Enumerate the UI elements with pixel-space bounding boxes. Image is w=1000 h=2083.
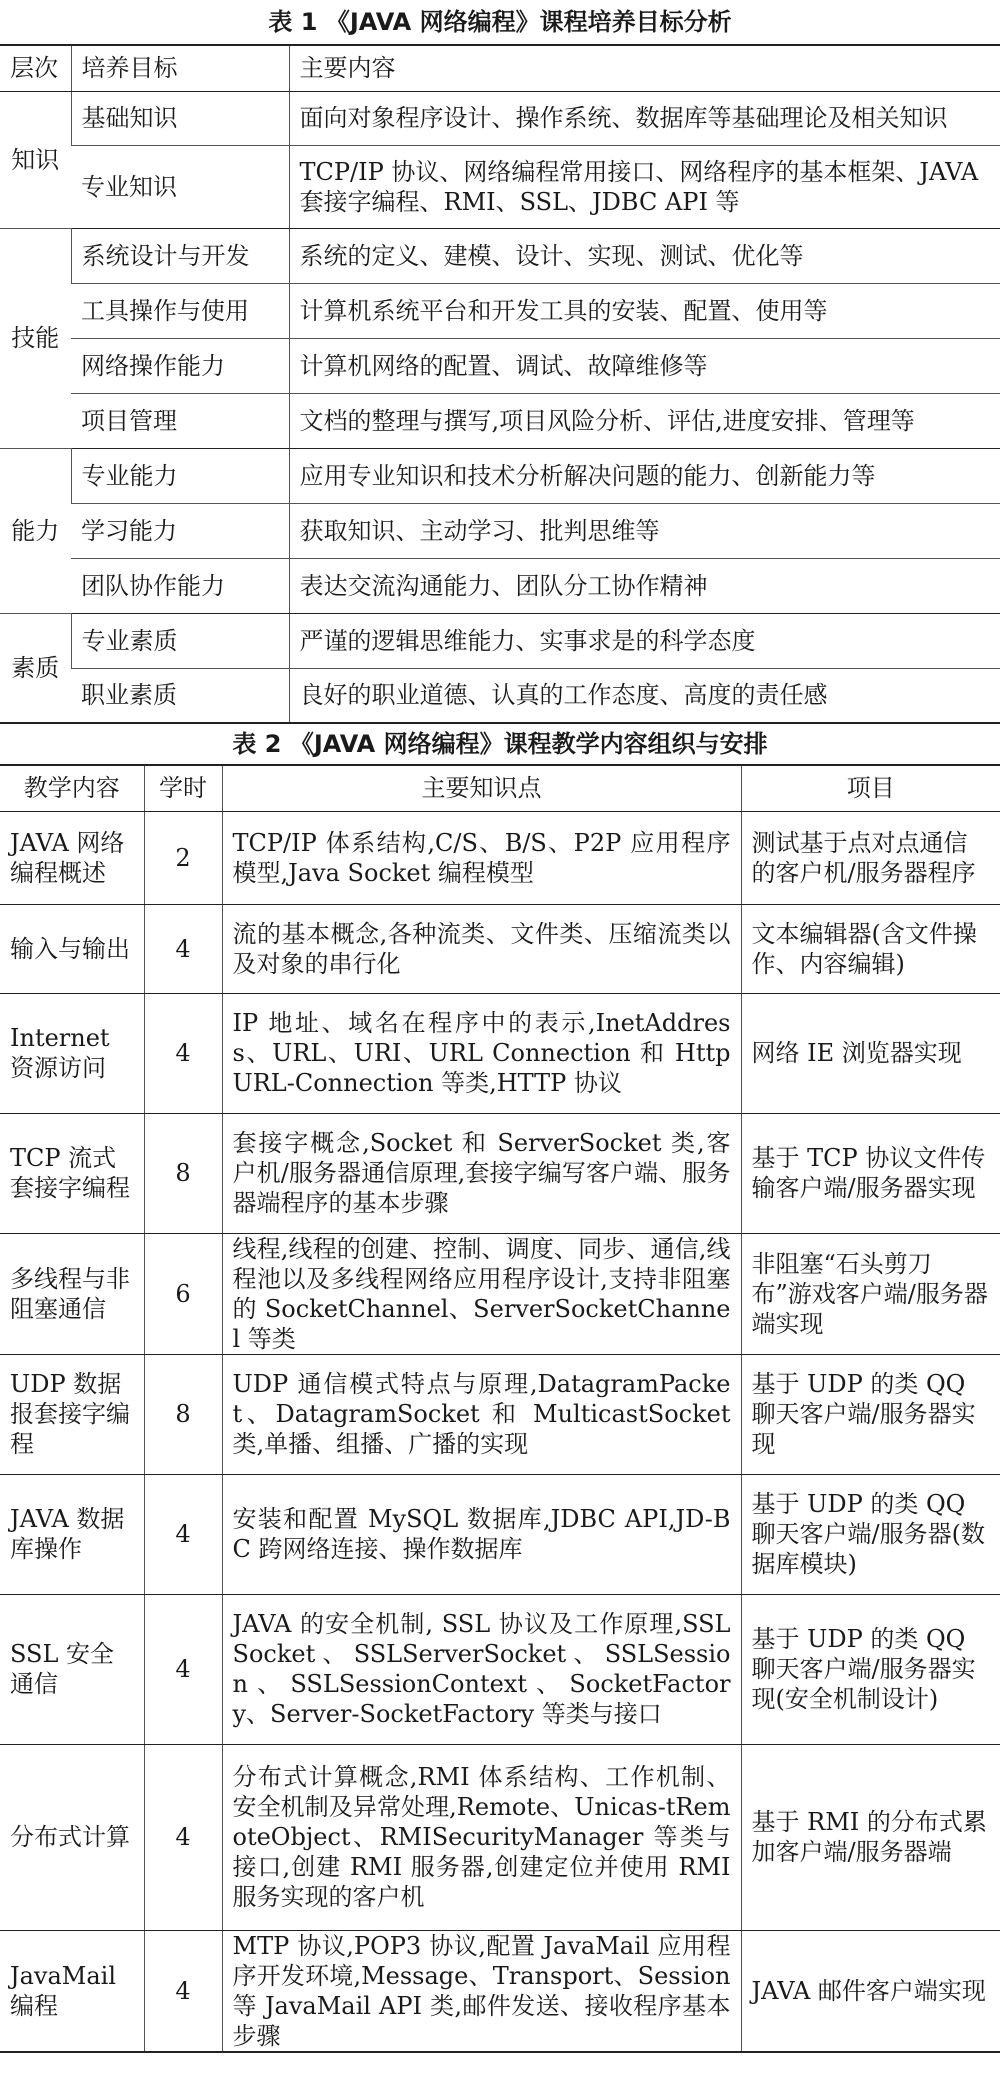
points-cell: 套接字概念,Socket 和 ServerSocket 类,客户机/服务器通信原理,套接字编写客户端、服务器端程序的基本步骤 — [222, 1113, 741, 1233]
table-row — [0, 993, 1000, 1113]
hours-cell: 4 — [144, 993, 222, 1113]
table-row — [0, 1474, 1000, 1594]
hours-cell: 4 — [144, 1930, 222, 2052]
goal-cell: 项目管理 — [71, 393, 289, 448]
table-row — [0, 1233, 1000, 1354]
header-topic: 教学内容 — [0, 765, 144, 811]
project-cell: 测试基于点对点通信的客户机/服务器程序 — [741, 811, 1000, 904]
goal-cell: 专业能力 — [71, 448, 289, 503]
table-row — [0, 1354, 1000, 1474]
points-cell: IP 地址、域名在程序中的表示,InetAddress、URL、URI、URL Connection 和 HttpURL-Connection 等类,HTTP 协议 — [222, 993, 741, 1113]
table-row — [0, 1930, 1000, 2052]
topic-cell: UDP 数据报套接字编程 — [0, 1354, 144, 1474]
content-cell: 面向对象程序设计、操作系统、数据库等基础理论及相关知识 — [289, 91, 1000, 145]
goal-cell: 系统设计与开发 — [71, 228, 289, 283]
header-content: 主要内容 — [289, 45, 1000, 91]
table1-caption: 表 1 《JAVA 网络编程》课程培养目标分析 — [268, 8, 732, 36]
goal-cell: 学习能力 — [71, 503, 289, 558]
hours-cell: 2 — [144, 811, 222, 904]
training-goals-table — [0, 44, 1000, 724]
content-cell: 计算机网络的配置、调试、故障维修等 — [289, 338, 1000, 393]
content-cell: 计算机系统平台和开发工具的安装、配置、使用等 — [289, 283, 1000, 338]
topic-cell: 输入与输出 — [0, 904, 144, 993]
content-cell: 良好的职业道德、认真的工作态度、高度的责任感 — [289, 668, 1000, 723]
header-hours: 学时 — [144, 765, 222, 811]
points-cell: 线程,线程的创建、控制、调度、同步、通信,线程池以及多线程网络应用程序设计,支持非阻塞的 SocketChannel、ServerSocketChannel 等类 — [222, 1233, 741, 1354]
project-cell: JAVA 邮件客户端实现 — [741, 1930, 1000, 2052]
hours-cell: 6 — [144, 1233, 222, 1354]
goal-cell: 职业素质 — [71, 668, 289, 723]
hours-cell: 4 — [144, 1744, 222, 1930]
project-cell: 网络 IE 浏览器实现 — [741, 993, 1000, 1113]
hours-cell: 4 — [144, 1474, 222, 1594]
points-cell: 安装和配置 MySQL 数据库,JDBC API,JD-BC 跨网络连接、操作数据库 — [222, 1474, 741, 1594]
content-cell: TCP/IP 协议、网络编程常用接口、网络程序的基本框架、JAVA 套接字编程、RMI、SSL、JDBC API 等 — [289, 145, 1000, 228]
level-cell: 能力 — [0, 448, 71, 613]
points-cell: 分布式计算概念,RMI 体系结构、工作机制、安全机制及异常处理,Remote、Unicas-tRemoteObject、RMISecurityManager 等类与接口,创建 RMI 服务器,创建定位并使用 RMI 服务实现的客户机 — [222, 1744, 741, 1930]
topic-cell: TCP 流式套接字编程 — [0, 1113, 144, 1233]
project-cell: 基于 TCP 协议文件传输客户端/服务器实现 — [741, 1113, 1000, 1233]
goal-cell: 基础知识 — [71, 91, 289, 145]
header-project: 项目 — [741, 765, 1000, 811]
table-row — [0, 904, 1000, 993]
topic-cell: 分布式计算 — [0, 1744, 144, 1930]
project-cell: 文本编辑器(含文件操作、内容编辑) — [741, 904, 1000, 993]
points-cell: UDP 通信模式特点与原理,DatagramPacket、DatagramSocket 和 MulticastSocket 类,单播、组播、广播的实现 — [222, 1354, 741, 1474]
table-row — [0, 1594, 1000, 1744]
topic-cell: JAVA 数据库操作 — [0, 1474, 144, 1594]
goal-cell: 团队协作能力 — [71, 558, 289, 613]
header-level: 层次 — [0, 45, 71, 91]
topic-cell: 多线程与非阻塞通信 — [0, 1233, 144, 1354]
topic-cell: JavaMail 编程 — [0, 1930, 144, 2052]
content-cell: 获取知识、主动学习、批判思维等 — [289, 503, 1000, 558]
hours-cell: 8 — [144, 1354, 222, 1474]
goal-cell: 专业知识 — [71, 145, 289, 228]
content-cell: 应用专业知识和技术分析解决问题的能力、创新能力等 — [289, 448, 1000, 503]
topic-cell: JAVA 网络编程概述 — [0, 811, 144, 904]
goal-cell: 专业素质 — [71, 613, 289, 668]
level-cell: 知识 — [0, 91, 71, 228]
hours-cell: 4 — [144, 1594, 222, 1744]
project-cell: 基于 UDP 的类 QQ 聊天客户端/服务器(数据库模块) — [741, 1474, 1000, 1594]
hours-cell: 4 — [144, 904, 222, 993]
topic-cell: SSL 安全通信 — [0, 1594, 144, 1744]
content-cell: 严谨的逻辑思维能力、实事求是的科学态度 — [289, 613, 1000, 668]
header-goal: 培养目标 — [71, 45, 289, 91]
project-cell: 基于 UDP 的类 QQ 聊天客户端/服务器实现(安全机制设计) — [741, 1594, 1000, 1744]
course-content-table — [0, 764, 1000, 2053]
goal-cell: 工具操作与使用 — [71, 283, 289, 338]
content-cell: 文档的整理与撰写,项目风险分析、评估,进度安排、管理等 — [289, 393, 1000, 448]
points-cell: MTP 协议,POP3 协议,配置 JavaMail 应用程序开发环境,Message、Transport、Session 等 JavaMail API 类,邮件发送、接收程序基本步骤 — [222, 1930, 741, 2052]
level-cell: 技能 — [0, 228, 71, 448]
table-row — [0, 811, 1000, 904]
points-cell: TCP/IP 体系结构,C/S、B/S、P2P 应用程序模型,Java Socket 编程模型 — [222, 811, 741, 904]
points-cell: JAVA 的安全机制, SSL 协议及工作原理,SSLSocket、SSLServerSocket、SSLSession、SSLSessionContext、SocketFactory、Server-SocketFactory 等类与接口 — [222, 1594, 741, 1744]
header-points: 主要知识点 — [222, 765, 741, 811]
hours-cell: 8 — [144, 1113, 222, 1233]
table-row — [0, 1744, 1000, 1930]
goal-cell: 网络操作能力 — [71, 338, 289, 393]
content-cell: 系统的定义、建模、设计、实现、测试、优化等 — [289, 228, 1000, 283]
level-cell: 素质 — [0, 613, 71, 723]
topic-cell: Internet 资源访问 — [0, 993, 144, 1113]
points-cell: 流的基本概念,各种流类、文件类、压缩流类以及对象的串行化 — [222, 904, 741, 993]
table2-caption: 表 2 《JAVA 网络编程》课程教学内容组织与安排 — [232, 730, 768, 758]
table-row — [0, 1113, 1000, 1233]
project-cell: 非阻塞“石头剪刀布”游戏客户端/服务器端实现 — [741, 1233, 1000, 1354]
project-cell: 基于 UDP 的类 QQ 聊天客户端/服务器实现 — [741, 1354, 1000, 1474]
content-cell: 表达交流沟通能力、团队分工协作精神 — [289, 558, 1000, 613]
project-cell: 基于 RMI 的分布式累加客户端/服务器端 — [741, 1744, 1000, 1930]
